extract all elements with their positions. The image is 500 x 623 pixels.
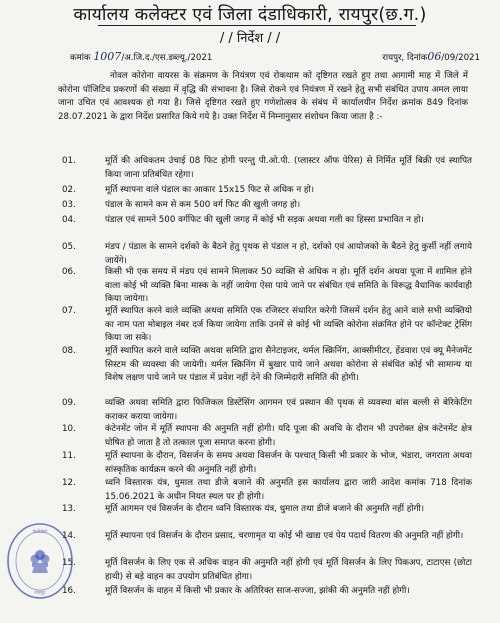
item-number: 09. [62,398,76,408]
intro-paragraph [58,70,468,124]
intro-text: नोवल कोरोना वायरस के संक्रमण के नियंत्रण एवं रोकथाम को दृष्टिगत रखते हुए तथा आगामी माह में जिले में कोरोना पॉजिटिव प्रकरणों की संख्या में वृद्धि की संभावना है। जिसे रोकने एवं नियंत्रण में रखने हेतु सभी संबंधित उपाय अमल लाया जाना उचित एवं आवश्यक हो गया है। जिसे दृष्टिगत रखते हुए गणेशोत्सव के संबंध में कार्यालयीन निर्देश क्रमांक 849 दिनांक 28.07.2021 के द्वारा निर्देश प्रसारित किये गये है। उक्त निर्देश में निम्नानुसार संशोधन किया जाता है :- [58,71,468,122]
item-text: मूर्ति स्थापना एवं विसर्जन के दौरान प्रसाद, चरणामृत या कोई भी खाद्य एवं पेय पदार्थ वितरण की अनुमति नहीं होगी। [105,531,464,541]
item-text: मूर्ति स्थापना के दौरान, विसर्जन के समय अथवा विसर्जन के पश्चात् किसी भी प्रकार के भोज, भंडारा, जगराता अथवा सांस्कृतिक कार्यक्रम करने की अनुमति नहीं होगी। [105,451,472,475]
item-text: पंडाल के सामने कम से कम 500 वर्ग फिट की खुली जगह हो। [105,200,301,210]
item-text: मूर्ति विसर्जन के लिए एक से अधिक वाहन की अनुमति नहीं होगी एवं मूर्ति विसर्जन के लिए पिकअप, टाटाएस (छोटा हाथी) से बड़े वाहन का उपयोग प्रतिबंधित होगा। [105,558,472,582]
item-number: 08. [62,346,76,356]
item-text: मूर्ति स्थापित करने वाले व्यक्ति अथवा समिति द्वारा सैनेटाइजर, थर्मल स्क्रिनिंग, आक्सीमीटर, हेंडवाश एवं क्यू मैनेजमेंट सिस्टम की व्यवस्था की जायेगी। थर्मल स्क्रिनिंग में बुखार पाये जाने अथवा कोरोना से संबंधित कोई भी सामान्य या विशेष लक्षण पाये जाने पर पंडाल में प्रवेश नहीं देने की जिम्मेदारी समिति की होगी। [105,346,472,383]
reference-prefix: कमांक [70,53,91,63]
item-text: कंटेनमेंट जोन में मूर्ति स्थापना की अनुमति नहीं होगी। यदि पूजा की अवधि के दौरान भी उपरोक्त क्षेत्र कंटेनमेंट क्षेत्र घोषित हो जाता है तो तत्काल पूजा समाप्त करना होगी। [105,424,472,448]
item-number: 15. [62,558,76,568]
item-number: 02. [62,185,76,195]
item-number: 03. [62,200,76,210]
reference-row [70,50,480,66]
reference-number [70,50,212,63]
item-text: मूर्ति स्थापित करने वाले व्यक्ति अथवा समिति एक रजिस्टर संधारित करेगी जिसमें दर्शन हेतु आने वाले सभी व्यक्तियो का नाम पता मोबाइल नंबर दर्ज किया जायेगा ताकि उनमें से कोई भी व्यक्ति कोरोना संक्रमित होने पर कॉन्टेक्ट ट्रेसिंग किया जा सके। [105,306,472,343]
item-text: मूर्ति विसर्जन के वाहन में किसी भी प्रकार के अतिरिक्त साज-सज्जा, झांकी की अनुमति नहीं होगी। [105,586,410,596]
item-text: मंडप / पंडाल के सामने दर्शको के बैठने हेतु पृथक से पंडाल न हो, दर्शको एवं आयोजको के बैठने हेतु कुर्सी नहीं लगाये जायेंगे। [105,242,472,266]
document-subtitle: / / निर्देश / / [219,31,281,46]
handwritten-day: 06 [427,50,442,63]
date-suffix: /09/2021 [441,53,480,63]
item-text: किसी भी एक समय में मंडप एवं सामने मिलाकर 50 व्यक्ति से अधिक न हो। मूर्ति दर्शन अथवा पूजा में शामिल होने वाला कोई भी व्यक्ति बिना मास्क के नहीं जायेगा ऐसा पाये जाने पर संबंधित एवं समिति के विरूद्ध वैधानिक कार्यवाही किया जायेगा। [105,267,472,304]
item-number: 07. [62,306,76,316]
title-underline [98,25,416,26]
item-number: 05. [62,242,76,252]
item-number: 16. [62,586,76,596]
item-text: ध्वनि विस्तारक यंत्र, धुमाल तथा डीजे बजाने की अनुमति इस कार्यालय द्वारा जारी आदेश कमांक 718 दिनांक 15.06.2021 के अधीन नियत स्थल पर ही होगी। [105,478,472,502]
reference-date [382,50,480,63]
item-number: 11. [62,451,76,461]
date-prefix: रायपुर, दिनांक [382,53,428,63]
item-number: 01. [62,156,76,166]
reference-suffix: /अ.जि.द./एस.डब्ल्यू./2021 [121,53,213,63]
item-number: 06. [62,267,76,277]
item-number: 10. [62,424,76,434]
svg-text:कलेक्टर: कलेक्टर [32,529,48,535]
item-number: 14. [62,531,76,541]
item-text: मूर्ति की अधिकतम उंचाई 08 फिट होगी परन्तु पी.ओ.पी. (प्लास्टर ऑफ पेरिस) से निर्मित मूर्ति बिक्री एवं स्थापित किया जाना प्रतिबंधित रहेगा। [105,156,472,180]
item-number: 13. [62,504,76,514]
svg-text:रायपुर: रायपुर [34,590,46,596]
handwritten-number: 1007 [93,50,122,63]
item-number: 04. [62,215,76,225]
item-text: मूर्ति आगमन एवं विसर्जन के दौरान ध्वनि विस्तारक यंत्र, धुमाल तथा डीजे बजाने की अनुमति नहीं होगी। [105,504,425,514]
item-text: मूर्ति स्थापना वाले पंडाल का आकार 15x15 फिट से अधिक न हो। [105,185,315,195]
office-title: कार्यालय कलेक्टर एवं जिला दंडाधिकारी, रायपुर(छ.ग.) [73,5,427,25]
item-text: व्यक्ति अथवा समिति द्वारा फिजिकल डिस्टेंसिंग आगमन एवं प्रस्थान की पृथक से व्यवस्था बांस बल्ली से बेरिकेटिंग कराकर कराया जायेगा। [105,398,472,422]
item-text: पंडाल एवं सामने 500 वर्गफिट की खुली जगह में कोई भी सड़क अथवा गली का हिस्सा प्रभावित न हो। [105,215,424,225]
emblem-seal-icon [4,521,76,601]
item-number: 12. [62,478,76,488]
